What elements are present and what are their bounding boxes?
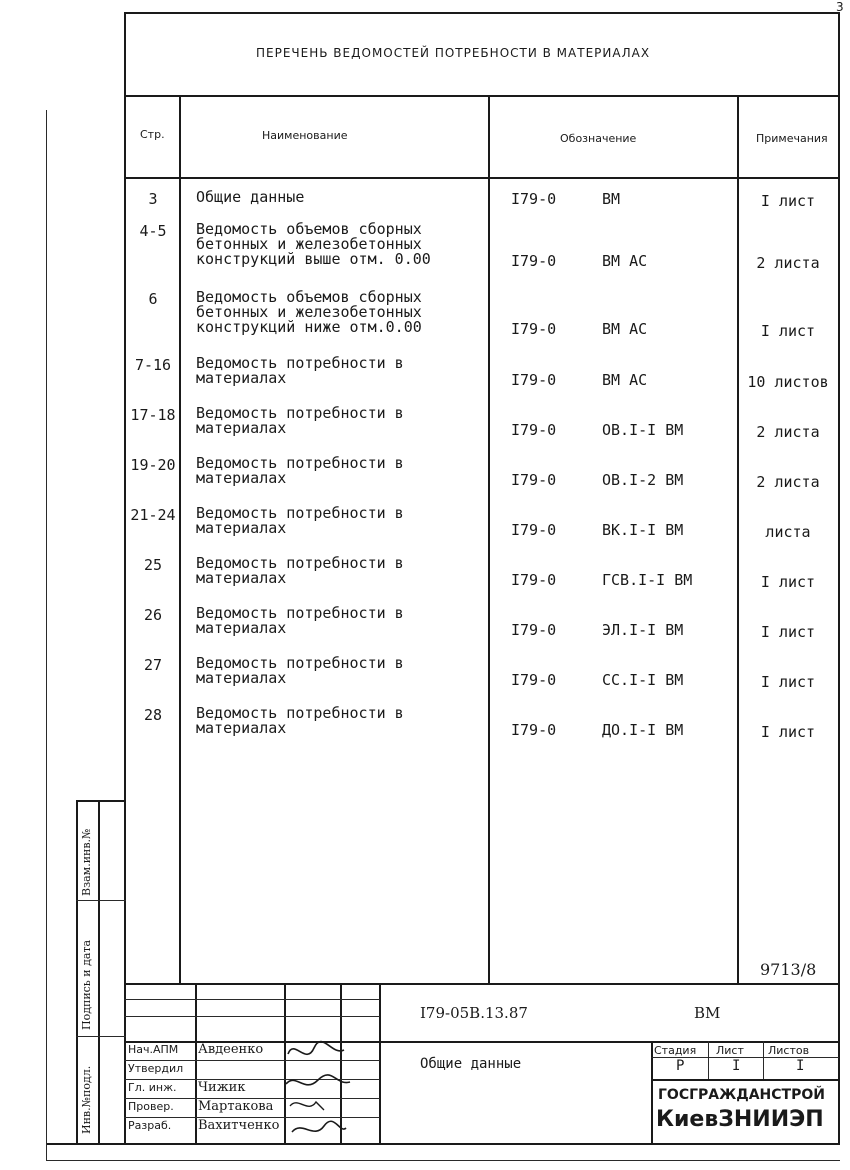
row-page: 25 (143, 556, 163, 574)
row-note: I лист (760, 623, 816, 641)
margin-top (76, 800, 126, 802)
frame-bottom (46, 1143, 840, 1145)
row-name-line: материалах (196, 469, 287, 487)
sheet-value: I (732, 1058, 741, 1074)
signatory-role: Утвердил (128, 1062, 184, 1075)
row-mark: ВМ АС (602, 371, 648, 389)
col-header-note: Примечания (756, 132, 828, 145)
row-note: I лист (760, 322, 816, 340)
row-page: 26 (143, 606, 163, 624)
row-name-line: Ведомость потребности в (196, 404, 404, 422)
row-page: 19-20 (130, 456, 176, 474)
corner-mark: 3 (836, 0, 844, 14)
row-code: I79-0 (511, 190, 557, 208)
stamp-doc-title: Общие данные (420, 1056, 522, 1072)
title-divider (124, 95, 840, 97)
stamp-v4 (379, 983, 381, 1143)
col-header-name: Наименование (262, 129, 348, 142)
org-col-left (651, 1079, 653, 1143)
frame-right (838, 12, 840, 1144)
margin-label-replace-inv: Взам.инв.№ (80, 828, 93, 896)
row-name-line: материалах (196, 519, 287, 537)
stage-value: Р (676, 1058, 685, 1074)
margin-label-inv-no: Инв.№подл. (80, 1065, 93, 1134)
row-note: I лист (760, 573, 816, 591)
row-mark: СС.I-I ВМ (602, 671, 684, 689)
row-name-line: Ведомость потребности в (196, 654, 404, 672)
col-line-2 (488, 95, 490, 983)
row-name-line: Ведомость объемов сборных (196, 220, 422, 238)
stamp-h1 (124, 999, 380, 1000)
row-page: 17-18 (130, 406, 176, 424)
row-note: 2 листа (756, 473, 820, 491)
row-name-line: материалах (196, 419, 287, 437)
stage-label: Стадия (654, 1044, 697, 1057)
row-name-line: бетонных и железобетонных (196, 235, 422, 253)
row-name-line: Ведомость потребности в (196, 454, 404, 472)
signatory-role: Провер. (128, 1100, 174, 1113)
stage-row-2 (651, 1079, 839, 1081)
page-title: ПЕРЕЧЕНЬ ВЕДОМОСТЕЙ ПОТРЕБНОСТИ В МАТЕРИАЛАХ (256, 46, 651, 60)
row-code: I79-0 (511, 421, 557, 439)
stage-col-2 (708, 1041, 709, 1080)
archive-number: 9713/8 (760, 960, 817, 979)
row-name-line: конструкций выше отм. 0.00 (196, 250, 431, 268)
signatory-name: Вахитченко (198, 1118, 280, 1133)
col-header-designation: Обозначение (560, 132, 637, 145)
stage-col-3 (763, 1041, 764, 1080)
row-code: I79-0 (511, 721, 557, 739)
row-mark: ЭЛ.I-I ВМ (602, 621, 684, 639)
row-code: I79-0 (511, 671, 557, 689)
row-mark: ОВ.I-I ВМ (602, 421, 684, 439)
signatory-name: Чижик (198, 1080, 246, 1095)
row-page: 3 (148, 190, 158, 208)
stage-col-left (651, 1041, 653, 1080)
header-divider (124, 177, 840, 179)
frame-top (124, 12, 840, 14)
row-code: I79-0 (511, 521, 557, 539)
margin-col-2 (98, 800, 100, 1144)
row-code: I79-0 (511, 252, 557, 270)
signature-2 (286, 1075, 350, 1085)
row-page: 6 (148, 290, 158, 308)
row-name-line: материалах (196, 719, 287, 737)
row-note: листа (765, 523, 811, 541)
row-mark: ВК.I-I ВМ (602, 521, 684, 539)
row-name-line: Ведомость потребности в (196, 604, 404, 622)
sheets-value: I (796, 1058, 805, 1074)
margin-col-1 (76, 800, 78, 1144)
row-name-line: материалах (196, 569, 287, 587)
org-line1: ГОСГРАЖДАНСТРОЙ (658, 1087, 825, 1103)
row-mark: ГСВ.I-I ВМ (602, 571, 693, 589)
signature-1 (288, 1042, 344, 1055)
row-code: I79-0 (511, 471, 557, 489)
row-code: I79-0 (511, 320, 557, 338)
col-header-page: Стр. (140, 128, 165, 141)
row-mark: ДО.I-I ВМ (602, 721, 684, 739)
row-mark: ВМ АС (602, 252, 648, 270)
stamp-doc-code: I79-05В.13.87 (420, 1004, 528, 1022)
row-mark: ВМ АС (602, 320, 648, 338)
signatory-name: Авдеенко (198, 1042, 264, 1057)
row-note: I лист (760, 723, 816, 741)
sheets-label: Листов (768, 1044, 810, 1057)
margin-label-signature-date: Подпись и дата (80, 939, 93, 1030)
row-code: I79-0 (511, 571, 557, 589)
row-page: 7-16 (134, 356, 172, 374)
signatory-name: Мартакова (198, 1099, 274, 1114)
signatory-role: Нач.АПМ (128, 1043, 179, 1056)
row-note: 10 листов (747, 373, 829, 391)
row-mark: ВМ (602, 190, 621, 208)
org-line2: КиевЗНИИЭП (656, 1107, 824, 1132)
stamp-h2 (124, 1016, 380, 1017)
signature-3 (290, 1102, 324, 1110)
row-note: 2 листа (756, 423, 820, 441)
row-name-line: конструкций ниже отм.0.00 (196, 318, 422, 336)
margin-div-2 (76, 1036, 126, 1037)
row-page: 4-5 (139, 222, 167, 240)
row-name-line: материалах (196, 669, 287, 687)
page-edge-left (46, 110, 47, 1160)
row-name-line: Ведомость потребности в (196, 554, 404, 572)
sheet-label: Лист (716, 1044, 744, 1057)
row-note: I лист (760, 192, 816, 210)
row-note: 2 листа (756, 254, 820, 272)
row-name-line: бетонных и железобетонных (196, 303, 422, 321)
frame-left (124, 12, 126, 1144)
page-edge-bottom (46, 1160, 840, 1161)
margin-div-1 (76, 900, 126, 901)
row-page: 27 (143, 656, 163, 674)
row-code: I79-0 (511, 371, 557, 389)
stamp-top (124, 983, 840, 985)
stamp-doc-mark: ВМ (694, 1004, 721, 1022)
row-name-line: материалах (196, 369, 287, 387)
stamp-v1 (195, 983, 197, 1143)
row-page: 28 (143, 706, 163, 724)
row-note: I лист (760, 673, 816, 691)
row-mark: ОВ.I-2 ВМ (602, 471, 684, 489)
row-code: I79-0 (511, 621, 557, 639)
row-name-line: Ведомость объемов сборных (196, 288, 422, 306)
signatory-role: Гл. инж. (128, 1081, 177, 1094)
row-name-line: Ведомость потребности в (196, 704, 404, 722)
signature-4 (292, 1121, 346, 1132)
row-name-line: Ведомость потребности в (196, 354, 404, 372)
signatory-role: Разраб. (128, 1119, 172, 1132)
row-page: 21-24 (130, 506, 176, 524)
signature-scribbles (284, 1036, 354, 1146)
row-name-line: материалах (196, 619, 287, 637)
row-name-line: Общие данные (196, 188, 305, 206)
row-name-line: Ведомость потребности в (196, 504, 404, 522)
